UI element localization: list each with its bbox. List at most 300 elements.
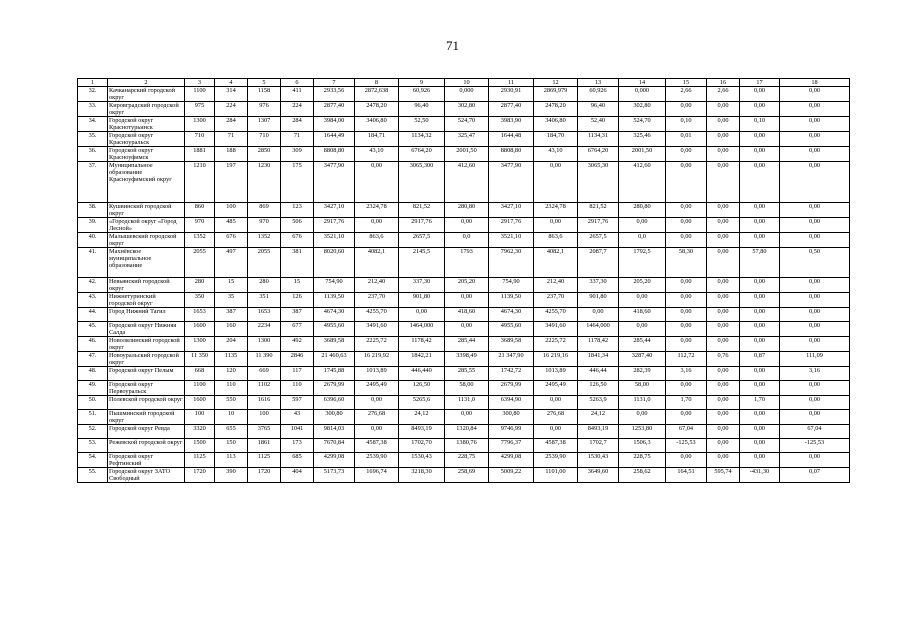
table-cell: 0,00 xyxy=(780,162,850,203)
table-cell: 524,70 xyxy=(619,117,666,132)
table-cell: 2324,78 xyxy=(534,203,578,218)
table-cell: 71 xyxy=(215,132,248,147)
row-number: 42. xyxy=(78,278,108,293)
table-cell: 2869,979 xyxy=(534,87,578,102)
table-cell: 184,70 xyxy=(534,132,578,147)
table-cell: 0,00 xyxy=(740,453,780,468)
table-cell: 300,80 xyxy=(489,410,534,425)
table-cell: 676 xyxy=(281,233,314,248)
table-cell: 0,07 xyxy=(780,468,850,483)
municipality-name: Режевской городской округ xyxy=(108,439,185,453)
table-cell: 0,00 xyxy=(666,278,707,293)
table-cell: 0,00 xyxy=(578,308,619,322)
table-cell: 0,000 xyxy=(445,87,489,102)
table-cell: 1352 xyxy=(248,233,281,248)
municipality-name: Город Нижний Тагил xyxy=(108,308,185,322)
table-cell: -125,53 xyxy=(780,439,850,453)
table-cell: 228,75 xyxy=(619,453,666,468)
table-cell: 2539,90 xyxy=(534,453,578,468)
table-cell: 1742,72 xyxy=(489,367,534,381)
table-cell: 524,70 xyxy=(445,117,489,132)
table-cell: 6396,60 xyxy=(314,396,355,410)
table-cell: 3427,10 xyxy=(314,203,355,218)
table-cell: 126,50 xyxy=(578,381,619,396)
table-cell: 0,00 xyxy=(666,410,707,425)
table-cell: 0,00 xyxy=(399,308,445,322)
municipality-name: Невьянский городской округ xyxy=(108,278,185,293)
table-cell: 205,20 xyxy=(445,278,489,293)
table-cell: 1702,70 xyxy=(399,439,445,453)
table-cell: 0,10 xyxy=(666,117,707,132)
table-cell: 0,00 xyxy=(445,322,489,337)
table-cell: 1,70 xyxy=(666,396,707,410)
table-cell: 0,00 xyxy=(355,396,399,410)
table-cell: 237,70 xyxy=(534,293,578,308)
table-cell: 506 xyxy=(281,218,314,233)
table-cell: 595,74 xyxy=(707,468,740,483)
table-cell: 497 xyxy=(215,248,248,278)
table-cell: 2001,50 xyxy=(619,147,666,162)
table-cell: 3649,60 xyxy=(578,468,619,483)
table-cell: 2679,99 xyxy=(489,381,534,396)
municipality-name: Городской округ Краснотурьинск xyxy=(108,117,185,132)
table-cell: 0,00 xyxy=(666,147,707,162)
table-cell: 6394,90 xyxy=(489,396,534,410)
table-cell: 1131,0 xyxy=(619,396,666,410)
table-cell: 754,90 xyxy=(489,278,534,293)
table-cell: -125,53 xyxy=(666,439,707,453)
table-cell: 1300 xyxy=(185,117,215,132)
table-cell: 212,40 xyxy=(534,278,578,293)
table-cell: 110 xyxy=(281,381,314,396)
table-cell: 0,00 xyxy=(780,308,850,322)
table-cell: 2917,76 xyxy=(489,218,534,233)
table-cell: 2478,20 xyxy=(355,102,399,117)
table-cell: 10 xyxy=(215,410,248,425)
table-row xyxy=(78,322,850,337)
table-cell: 6764,20 xyxy=(578,147,619,162)
table-row xyxy=(78,337,850,352)
table-cell: 1696,74 xyxy=(355,468,399,483)
table-cell: 126 xyxy=(281,293,314,308)
table-cell: 2679,99 xyxy=(314,381,355,396)
table-cell: 3984,00 xyxy=(314,117,355,132)
table-row xyxy=(78,308,850,322)
table-cell: 0,76 xyxy=(707,352,740,367)
table-cell: 2917,76 xyxy=(314,218,355,233)
table-cell: 1352 xyxy=(185,233,215,248)
table-cell: 0,00 xyxy=(619,218,666,233)
table-cell: 0,50 xyxy=(780,248,850,278)
table-cell: 3521,10 xyxy=(314,233,355,248)
table-cell: 285,44 xyxy=(619,337,666,352)
table-cell: 11 350 xyxy=(185,352,215,367)
table-cell: 35 xyxy=(215,293,248,308)
table-cell: 1139,50 xyxy=(489,293,534,308)
table-cell: 412,60 xyxy=(619,162,666,203)
column-number: 14 xyxy=(619,79,666,87)
table-cell: 0,00 xyxy=(740,132,780,147)
table-cell: 300,80 xyxy=(314,410,355,425)
column-number: 18 xyxy=(780,79,850,87)
row-number: 52. xyxy=(78,425,108,439)
table-cell: 2145,5 xyxy=(399,248,445,278)
table-cell: 212,40 xyxy=(355,278,399,293)
row-number: 46. xyxy=(78,337,108,352)
table-cell: 0,00 xyxy=(780,203,850,218)
table-cell: 4082,1 xyxy=(355,248,399,278)
table-row xyxy=(78,233,850,248)
table-cell: 9814,03 xyxy=(314,425,355,439)
table-cell: 3218,30 xyxy=(399,468,445,483)
table-cell: 16 219,92 xyxy=(355,352,399,367)
table-cell: 6764,20 xyxy=(399,147,445,162)
table-cell: 390 xyxy=(215,468,248,483)
table-cell: 1702,7 xyxy=(578,439,619,453)
row-number: 50. xyxy=(78,396,108,410)
table-cell: 1720 xyxy=(185,468,215,483)
table-cell: 1616 xyxy=(248,396,281,410)
table-cell: 0,00 xyxy=(707,410,740,425)
table-cell: 387 xyxy=(215,308,248,322)
table-cell: 337,30 xyxy=(399,278,445,293)
table-cell: 2087,7 xyxy=(578,248,619,278)
municipality-name: Муниципальное образование Красноуфимский округ xyxy=(108,162,185,203)
table-cell: 337,30 xyxy=(578,278,619,293)
table-cell: 1135 xyxy=(215,352,248,367)
table-cell: 8808,80 xyxy=(314,147,355,162)
municipality-name: Новолялинский городской округ xyxy=(108,337,185,352)
column-number: 9 xyxy=(399,79,445,87)
table-cell: 126,50 xyxy=(399,381,445,396)
table-cell: 4955,60 xyxy=(314,322,355,337)
row-number: 45. xyxy=(78,322,108,337)
table-cell: 0,00 xyxy=(740,308,780,322)
table-cell: 821,52 xyxy=(578,203,619,218)
table-cell: 0,01 xyxy=(666,132,707,147)
table-cell: 120 xyxy=(215,367,248,381)
table-cell: 1307 xyxy=(248,117,281,132)
municipality-name: «Городской округ «Город Лесной» xyxy=(108,218,185,233)
row-number: 44. xyxy=(78,308,108,322)
table-cell: 7670,84 xyxy=(314,439,355,453)
table-cell: 710 xyxy=(185,132,215,147)
table-cell: 52,50 xyxy=(399,117,445,132)
table-cell: 3,16 xyxy=(666,367,707,381)
table-cell: 0,00 xyxy=(707,278,740,293)
table-cell: 280,80 xyxy=(619,203,666,218)
table-row xyxy=(78,396,850,410)
table-cell: 0,00 xyxy=(445,218,489,233)
table-cell: 3689,58 xyxy=(489,337,534,352)
table-cell: 309 xyxy=(281,147,314,162)
table-cell: 0,00 xyxy=(740,87,780,102)
municipality-name: Кушвинский городской округ xyxy=(108,203,185,218)
table-cell: 0,00 xyxy=(707,147,740,162)
table-cell: 0,00 xyxy=(707,203,740,218)
table-cell: 2225,72 xyxy=(534,337,578,352)
table-cell: 1125 xyxy=(185,453,215,468)
table-cell: 282,39 xyxy=(619,367,666,381)
table-cell: 284 xyxy=(281,117,314,132)
column-number: 7 xyxy=(314,79,355,87)
row-number: 33. xyxy=(78,102,108,117)
table-cell: 224 xyxy=(281,102,314,117)
table-cell: 8493,19 xyxy=(399,425,445,439)
table-cell: 0,00 xyxy=(666,453,707,468)
table-cell: 0,00 xyxy=(707,425,740,439)
table-cell: 4299,08 xyxy=(314,453,355,468)
table-cell: 0,00 xyxy=(740,147,780,162)
data-table xyxy=(77,78,850,483)
table-cell: 0,00 xyxy=(740,367,780,381)
table-cell: 2850 xyxy=(248,147,281,162)
table-cell: 0,00 xyxy=(666,381,707,396)
table-cell: 3406,80 xyxy=(534,117,578,132)
table-cell: 0,00 xyxy=(780,453,850,468)
table-cell: 160 xyxy=(215,322,248,337)
table-cell: 113 xyxy=(215,453,248,468)
table-cell: 2225,72 xyxy=(355,337,399,352)
table-cell: 5009,22 xyxy=(489,468,534,483)
table-cell: 4255,70 xyxy=(534,308,578,322)
table-cell: 0,00 xyxy=(707,439,740,453)
table-cell: 0,10 xyxy=(740,117,780,132)
table-row xyxy=(78,425,850,439)
table-cell: 21 347,90 xyxy=(489,352,534,367)
table-row xyxy=(78,468,850,483)
municipality-name: Малышевский городской округ xyxy=(108,233,185,248)
table-cell: 1644,48 xyxy=(489,132,534,147)
table-cell: 100 xyxy=(248,410,281,425)
table-cell: 0,00 xyxy=(780,233,850,248)
column-number: 2 xyxy=(108,79,185,87)
municipality-name: Нижнетуринский городской округ xyxy=(108,293,185,308)
table-cell: 67,04 xyxy=(666,425,707,439)
table-cell: 117 xyxy=(281,367,314,381)
table-cell: 1793 xyxy=(445,248,489,278)
table-cell: 970 xyxy=(248,218,281,233)
municipality-name: Махнёвское муниципальное образование xyxy=(108,248,185,278)
table-cell: 228,75 xyxy=(445,453,489,468)
table-cell: 0,00 xyxy=(707,367,740,381)
table-cell: 1101,00 xyxy=(534,468,578,483)
table-cell: 204 xyxy=(215,337,248,352)
table-cell: 67,04 xyxy=(780,425,850,439)
table-cell: 0,00 xyxy=(780,147,850,162)
table-cell: 1253,80 xyxy=(619,425,666,439)
table-cell: 0,00 xyxy=(707,322,740,337)
municipality-name: Пышминский городской округ xyxy=(108,410,185,425)
table-cell: 2001,50 xyxy=(445,147,489,162)
table-cell: 1139,50 xyxy=(314,293,355,308)
table-cell: 205,20 xyxy=(619,278,666,293)
table-cell: 381 xyxy=(281,248,314,278)
table-cell: 1102 xyxy=(248,381,281,396)
municipality-name: Городской округ Рефтинский xyxy=(108,453,185,468)
table-row xyxy=(78,381,850,396)
table-cell: 2846 xyxy=(281,352,314,367)
table-cell: 1464,000 xyxy=(578,322,619,337)
table-cell: 1745,88 xyxy=(314,367,355,381)
page-number: 71 xyxy=(446,38,459,53)
table-cell: 0,00 xyxy=(666,162,707,203)
table-row xyxy=(78,147,850,162)
table-cell: 0,00 xyxy=(666,322,707,337)
table-cell: 446,440 xyxy=(399,367,445,381)
table-cell: 110 xyxy=(215,381,248,396)
table-cell: 21 460,63 xyxy=(314,352,355,367)
table-cell: 1861 xyxy=(248,439,281,453)
table-cell: 0,00 xyxy=(707,453,740,468)
table-cell: 4674,30 xyxy=(489,308,534,322)
table-cell: 0,00 xyxy=(780,278,850,293)
table-cell: 280 xyxy=(248,278,281,293)
table-cell: 280 xyxy=(185,278,215,293)
table-cell: 0,0 xyxy=(445,233,489,248)
table-cell: 43,10 xyxy=(534,147,578,162)
table-cell: 8493,19 xyxy=(578,425,619,439)
table-cell: 4587,38 xyxy=(355,439,399,453)
municipality-name: Новоуральский городской округ xyxy=(108,352,185,367)
table-cell: 1506,3 xyxy=(619,439,666,453)
table-cell: 15 xyxy=(215,278,248,293)
row-number: 38. xyxy=(78,203,108,218)
municipality-name: Качканарский городской округ xyxy=(108,87,185,102)
table-cell: 0,00 xyxy=(740,162,780,203)
table-cell: 1100 xyxy=(185,381,215,396)
table-cell: 5265,6 xyxy=(399,396,445,410)
table-cell: 970 xyxy=(185,218,215,233)
table-cell: 325,47 xyxy=(445,132,489,147)
column-number: 8 xyxy=(355,79,399,87)
table-cell: 3477,90 xyxy=(489,162,534,203)
table-cell: 284 xyxy=(215,117,248,132)
table-cell: 1720 xyxy=(248,468,281,483)
row-number: 54. xyxy=(78,453,108,468)
table-cell: 412,60 xyxy=(445,162,489,203)
table-cell: 0,00 xyxy=(355,218,399,233)
table-cell: 1380,76 xyxy=(445,439,489,453)
table-cell: 901,80 xyxy=(399,293,445,308)
table-cell: 0,00 xyxy=(740,102,780,117)
table-cell: 0,00 xyxy=(666,102,707,117)
row-number: 35. xyxy=(78,132,108,147)
table-cell: 2933,56 xyxy=(314,87,355,102)
table-cell: 2495,49 xyxy=(534,381,578,396)
table-cell: 0,00 xyxy=(740,322,780,337)
table-cell: 3320 xyxy=(185,425,215,439)
row-number: 37. xyxy=(78,162,108,203)
table-cell: 1134,31 xyxy=(578,132,619,147)
table-cell: 2539,90 xyxy=(355,453,399,468)
table-cell: 1500 xyxy=(185,439,215,453)
table-cell: 0,00 xyxy=(707,162,740,203)
table-cell: 3491,60 xyxy=(534,322,578,337)
table-cell: 1792,5 xyxy=(619,248,666,278)
table-cell: 112,72 xyxy=(666,352,707,367)
table-cell: 314 xyxy=(215,87,248,102)
table-cell: 1178,42 xyxy=(578,337,619,352)
table-cell: 96,40 xyxy=(578,102,619,117)
table-cell: 0,00 xyxy=(780,293,850,308)
municipality-name: Городской округ Красноуфимск xyxy=(108,147,185,162)
row-number: 53. xyxy=(78,439,108,453)
table-cell: 0,00 xyxy=(666,337,707,352)
table-row xyxy=(78,203,850,218)
table-cell: 0,00 xyxy=(740,233,780,248)
table-cell: 1842,21 xyxy=(399,352,445,367)
column-number: 5 xyxy=(248,79,281,87)
row-number: 40. xyxy=(78,233,108,248)
column-number: 10 xyxy=(445,79,489,87)
table-cell: 1134,32 xyxy=(399,132,445,147)
municipality-name: Городской округ Красноуральск xyxy=(108,132,185,147)
table-cell: 237,70 xyxy=(355,293,399,308)
municipality-name: Городской округ Нижняя Салда xyxy=(108,322,185,337)
table-row xyxy=(78,218,850,233)
row-number: 51. xyxy=(78,410,108,425)
table-cell: 0,00 xyxy=(740,278,780,293)
table-row xyxy=(78,367,850,381)
table-cell: 1100 xyxy=(185,87,215,102)
table-cell: 285,55 xyxy=(445,367,489,381)
table-cell: 1320,84 xyxy=(445,425,489,439)
table-cell: 2657,5 xyxy=(578,233,619,248)
table-cell: 0,00 xyxy=(666,233,707,248)
table-cell: 71 xyxy=(281,132,314,147)
table-cell: 863,6 xyxy=(534,233,578,248)
table-cell: 1230 xyxy=(248,162,281,203)
row-number: 55. xyxy=(78,468,108,483)
table-cell: 0,00 xyxy=(780,322,850,337)
table-cell: 550 xyxy=(215,396,248,410)
table-cell: 1644,49 xyxy=(314,132,355,147)
table-cell: 1125 xyxy=(248,453,281,468)
column-number: 6 xyxy=(281,79,314,87)
table-cell: 0,00 xyxy=(619,322,666,337)
table-cell: 0,00 xyxy=(707,308,740,322)
table-cell: 0,00 xyxy=(534,162,578,203)
table-row xyxy=(78,162,850,203)
table-row xyxy=(78,117,850,132)
table-cell: 1013,89 xyxy=(355,367,399,381)
table-cell: 2877,40 xyxy=(489,102,534,117)
table-cell: 4674,30 xyxy=(314,308,355,322)
row-number: 32. xyxy=(78,87,108,102)
table-cell: 4255,70 xyxy=(355,308,399,322)
table-cell: 4082,1 xyxy=(534,248,578,278)
table-cell: 173 xyxy=(281,439,314,453)
table-cell: 11 390 xyxy=(248,352,281,367)
table-cell: 1131,0 xyxy=(445,396,489,410)
table-cell: 0,00 xyxy=(355,162,399,203)
municipality-name: Полевской городской округ xyxy=(108,396,185,410)
municipality-name: Городской округ Ревда xyxy=(108,425,185,439)
table-cell: 3065,30 xyxy=(578,162,619,203)
table-cell: 2234 xyxy=(248,322,281,337)
table-cell: 0,00 xyxy=(619,410,666,425)
table-cell: 351 xyxy=(248,293,281,308)
table-cell: 0,00 xyxy=(707,248,740,278)
column-number: 3 xyxy=(185,79,215,87)
table-cell: 0,87 xyxy=(740,352,780,367)
table-cell: 0,00 xyxy=(740,293,780,308)
table-cell: 96,40 xyxy=(399,102,445,117)
table-cell: 302,80 xyxy=(445,102,489,117)
table-row xyxy=(78,453,850,468)
table-cell: 0,000 xyxy=(619,87,666,102)
